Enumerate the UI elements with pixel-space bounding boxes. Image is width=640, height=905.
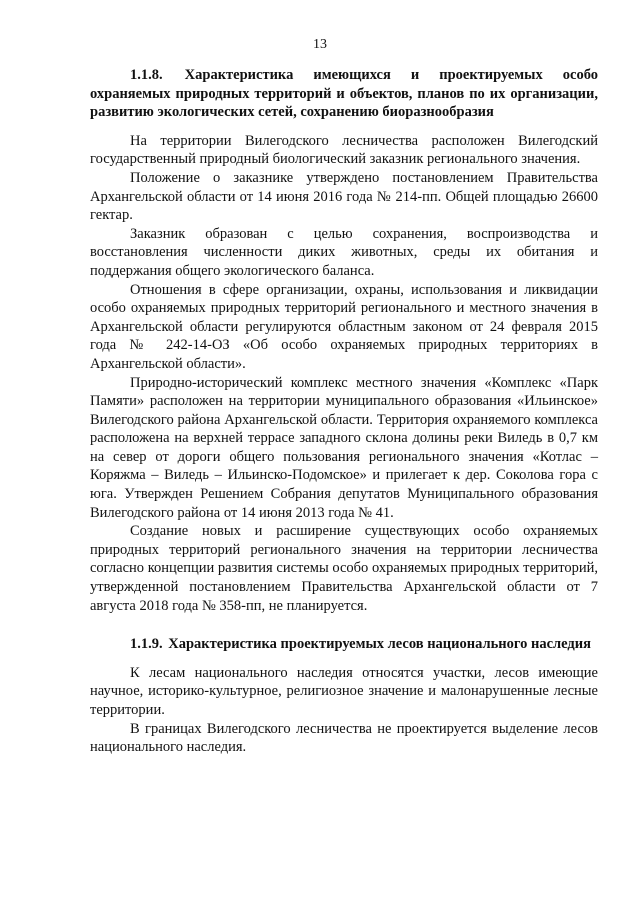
page-number: 13 (313, 37, 327, 52)
spacer (90, 615, 598, 635)
paragraph: Положение о заказнике утверждено постановлением Правительства Архангельской области от 14 июня 2016 года № 214-пп. Общей площадью 26600 гектар. (90, 169, 598, 224)
page-content (90, 66, 598, 757)
paragraph: На территории Вилегодского лесничества расположен Вилегодский государственный природный биологический заказник регионального значения. (90, 132, 598, 168)
paragraph: Отношения в сфере организации, охраны, использования и ликвидации особо охраняемых природных территорий регионального и местного значения в Архангельской области регулируются областным законом от 24 февраля 2015 года № 242-14-ОЗ «Об особо охраняемых природных территориях в Архангельской области». (90, 281, 598, 372)
section-heading-1-1-8 (90, 66, 598, 122)
section-number: 1.1.8. (130, 67, 163, 83)
section-number: 1.1.9. (130, 636, 163, 653)
paragraph: К лесам национального наследия относятся участки, лесов имеющие научное, историко-культурное, религиозное значение и малонарушенные лесные территории. (90, 664, 598, 718)
section-title: Характеристика имеющихся и проектируемых особо охраняемых природных территорий и объектов, планов по их организации, развитию экологических сетей, сохранению биоразнообразия (90, 67, 598, 121)
paragraph: Заказник образован с целью сохранения, воспроизводства и восстановления численности диких животных, среды их обитания и поддержания общего экологического баланса. (90, 225, 598, 279)
spacer (90, 122, 598, 132)
paragraph: Создание новых и расширение существующих особо охраняемых природных территорий регионального значения на территории лесничества согласно концепции развития системы особо охраняемых природных территорий, утвержденной постановлением Правительства Архангельской области от 7 августа 2018 года № 358-пп, не планируется. (90, 523, 598, 614)
paragraph: В границах Вилегодского лесничества не проектируется выделение лесов национального наследия. (90, 720, 598, 756)
section-heading-1-1-9 (90, 635, 598, 654)
paragraph: Природно-исторический комплекс местного значения «Комплекс «Парк Памяти» расположен на территории муниципального образования «Ильинское» Вилегодского района Архангельской области. Территория охраняемого комплекса расположена на верхней террасе западного склона долины реки Виледь в 0,7 км на север от дороги общего пользования регионального значения «Котлас – Коряжма – Виледь – Ильинско-Подомское» и прилегает к дер. Соколова гора с юга. Утвержден Решением Собрания депутатов Муниципального образования Вилегодского района от 14 июня 2013 года № 41. (90, 374, 598, 521)
spacer (90, 654, 598, 664)
section-title: Характеристика проектируемых лесов национального наследия (168, 636, 591, 653)
